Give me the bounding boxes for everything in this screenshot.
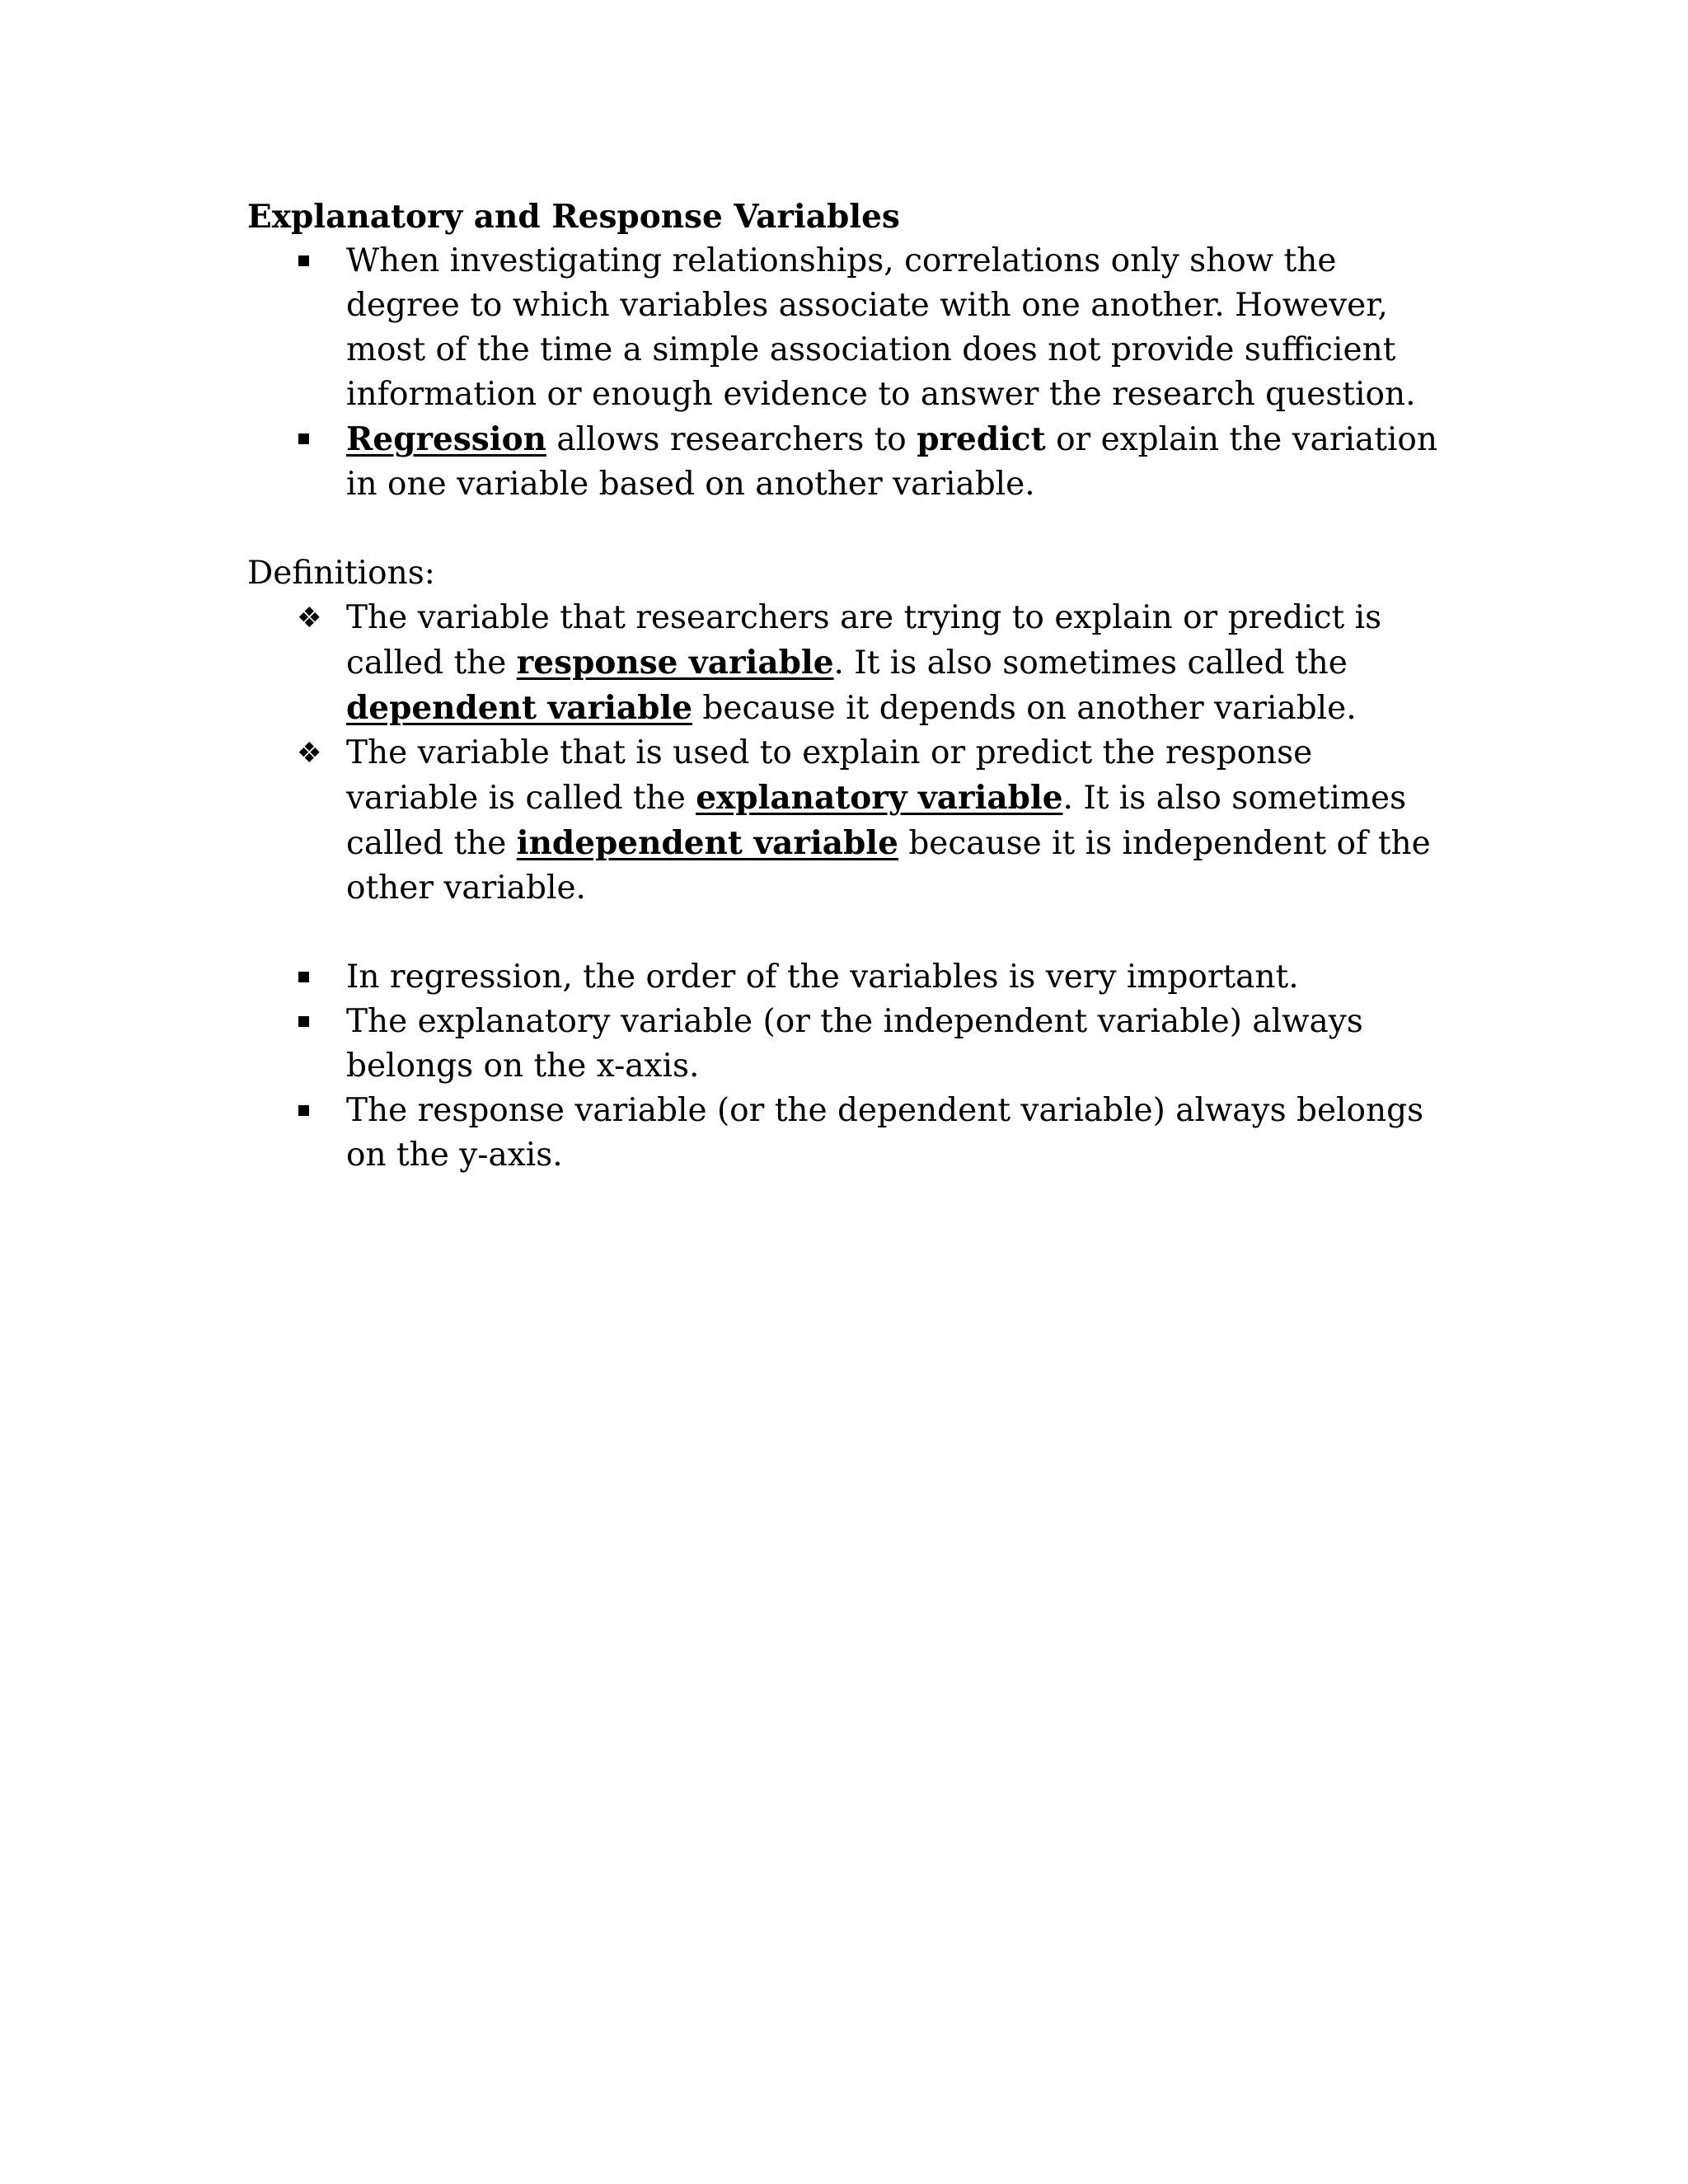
definition-text: because it depends on another variable. [692, 690, 1357, 727]
order-bullet-list [247, 955, 1451, 1178]
term-response-variable: response variable [516, 644, 834, 682]
definition-item [247, 596, 1451, 731]
list-item [247, 1089, 1451, 1178]
definition-text: The variable that is used to explain or predict the response variable is called the [346, 734, 1313, 817]
four-diamond-bullet-icon: ❖ [297, 737, 322, 770]
definitions-list [247, 596, 1451, 911]
term-explanatory-variable: explanatory variable [696, 779, 1063, 817]
spacer [247, 507, 1451, 551]
bullet-text: In regression, the order of the variables is very important. [346, 958, 1299, 996]
term-predict: predict [917, 420, 1046, 458]
definitions-label: Definitions: [247, 555, 435, 592]
bullet-text: or explain the variation in one variable based on another variable. [346, 421, 1438, 503]
definition-text: . It is also sometimes called the [833, 644, 1348, 682]
bullet-text: allows researchers to [546, 421, 917, 458]
page-title: Explanatory and Response Variables [247, 198, 900, 236]
four-diamond-bullet-icon: ❖ [297, 602, 322, 635]
definition-text: . It is also sometimes called the [346, 780, 1407, 862]
list-item [247, 1000, 1451, 1089]
term-dependent-variable: dependent variable [346, 689, 693, 727]
definition-text: because it is independent of the other variable. [346, 825, 1431, 907]
document-page [247, 194, 1451, 1178]
spacer [247, 911, 1451, 955]
term-regression: Regression [346, 420, 546, 458]
definition-item [247, 731, 1451, 911]
bullet-text: The response variable (or the dependent variable) always belongs on the y-axis. [346, 1092, 1424, 1174]
bullet-text: The explanatory variable (or the independent variable) always belongs on the x-axis. [346, 1003, 1363, 1085]
term-independent-variable: independent variable [516, 824, 898, 862]
bullet-text: When investigating relationships, correlations only show the degree to which variables associate with one another. However, most of the time a simple association does not provide sufficient information or enough evidence to answer the research question. [346, 242, 1416, 413]
list-item [247, 239, 1451, 417]
definition-text: The variable that researchers are trying to explain or predict is called the [346, 599, 1382, 682]
intro-bullet-list [247, 239, 1451, 507]
list-item [247, 955, 1451, 1000]
list-item [247, 417, 1451, 507]
